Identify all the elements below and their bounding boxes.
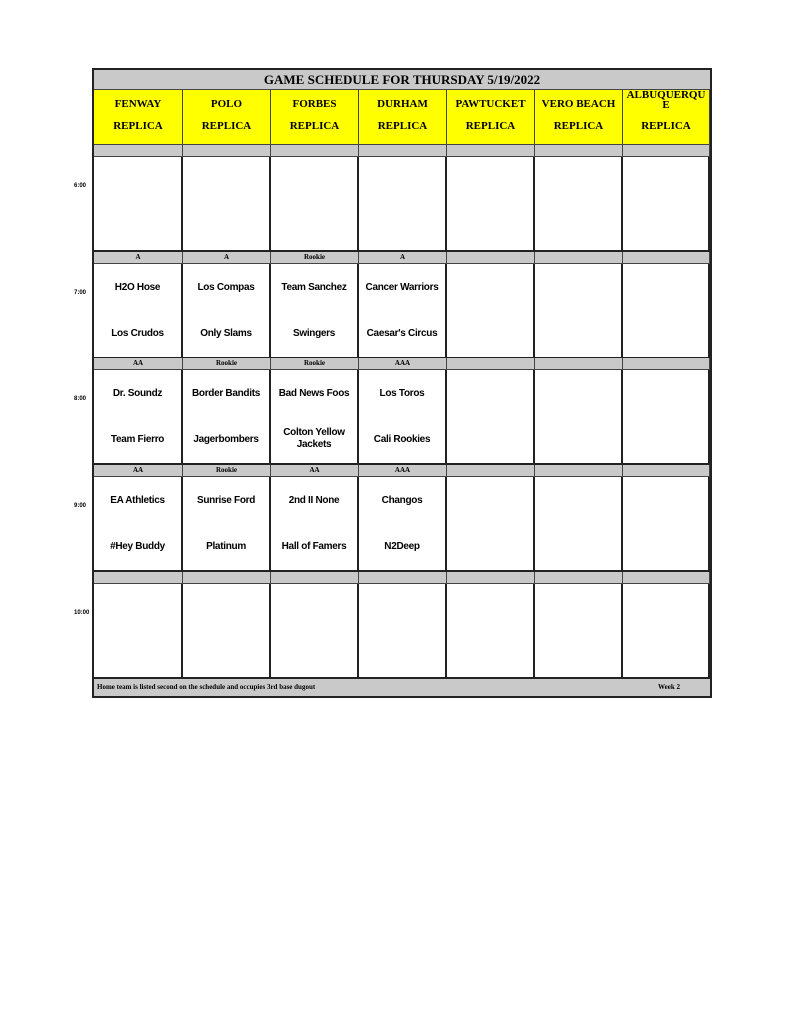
division-label bbox=[271, 572, 359, 584]
game-cell[interactable] bbox=[535, 584, 623, 679]
home-team: Caesar's Circus bbox=[366, 328, 438, 339]
game-cell[interactable] bbox=[183, 584, 271, 679]
division-label: AA bbox=[94, 465, 183, 477]
field-name: FENWAY bbox=[114, 98, 162, 110]
division-label: AAA bbox=[359, 358, 447, 370]
schedule-footer bbox=[94, 678, 710, 696]
division-label: AAA bbox=[359, 465, 447, 477]
field-header bbox=[359, 90, 447, 145]
game-cell[interactable] bbox=[447, 157, 535, 252]
division-label bbox=[623, 252, 710, 264]
division-label bbox=[623, 572, 710, 584]
time-label: 7:00 bbox=[74, 290, 87, 296]
division-label: Rookie bbox=[271, 358, 359, 370]
field-header bbox=[94, 90, 183, 145]
field-name: VERO BEACH bbox=[541, 98, 616, 110]
field-header bbox=[183, 90, 271, 145]
division-label: Rookie bbox=[183, 465, 271, 477]
game-cell[interactable] bbox=[535, 264, 623, 359]
game-cell[interactable] bbox=[94, 477, 183, 572]
away-team: Changos bbox=[381, 495, 423, 506]
game-cell[interactable] bbox=[447, 477, 535, 572]
division-label bbox=[535, 572, 623, 584]
division-label: A bbox=[94, 252, 183, 264]
away-team: Team Sanchez bbox=[281, 282, 347, 293]
field-header bbox=[623, 90, 710, 145]
home-team: Swingers bbox=[292, 328, 336, 339]
game-cell[interactable] bbox=[535, 477, 623, 572]
field-subtitle: REPLICA bbox=[289, 120, 340, 132]
division-label bbox=[447, 572, 535, 584]
game-cell[interactable] bbox=[94, 370, 183, 465]
game-cell[interactable] bbox=[271, 584, 359, 679]
away-team: Dr. Soundz bbox=[112, 388, 163, 399]
field-subtitle: REPLICA bbox=[377, 120, 428, 132]
division-label bbox=[183, 572, 271, 584]
division-label bbox=[94, 572, 183, 584]
field-name: POLO bbox=[210, 98, 243, 110]
field-name: ALBUQUERQU E bbox=[626, 89, 706, 111]
game-cell[interactable] bbox=[94, 584, 183, 679]
division-label: AA bbox=[94, 358, 183, 370]
game-cell[interactable] bbox=[623, 584, 710, 679]
field-header bbox=[447, 90, 535, 145]
game-cell[interactable] bbox=[359, 584, 447, 679]
game-cell[interactable] bbox=[271, 477, 359, 572]
game-cell[interactable] bbox=[183, 157, 271, 252]
division-label bbox=[183, 145, 271, 157]
time-label: 9:00 bbox=[74, 503, 87, 509]
division-label bbox=[94, 145, 183, 157]
game-cell[interactable] bbox=[271, 370, 359, 465]
field-subtitle: REPLICA bbox=[465, 120, 516, 132]
division-label bbox=[359, 572, 447, 584]
division-label bbox=[359, 145, 447, 157]
home-team: Team Fierro bbox=[110, 434, 165, 445]
home-team: Jagerbombers bbox=[193, 434, 259, 445]
field-subtitle: REPLICA bbox=[641, 120, 691, 132]
game-cell[interactable] bbox=[94, 157, 183, 252]
footer-note: Home team is listed second on the schedule and occupies 3rd base dugout bbox=[97, 683, 316, 691]
game-cell[interactable] bbox=[183, 264, 271, 359]
game-cell[interactable] bbox=[535, 157, 623, 252]
home-team: N2Deep bbox=[384, 541, 420, 552]
game-cell[interactable] bbox=[94, 264, 183, 359]
division-label bbox=[623, 465, 710, 477]
home-team: Colton Yellow Jackets bbox=[283, 427, 345, 450]
division-label bbox=[271, 145, 359, 157]
game-cell[interactable] bbox=[623, 477, 710, 572]
field-subtitle: REPLICA bbox=[113, 120, 163, 132]
field-subtitle: REPLICA bbox=[553, 120, 604, 132]
game-cell[interactable] bbox=[359, 477, 447, 572]
division-label bbox=[535, 252, 623, 264]
division-label bbox=[447, 358, 535, 370]
home-team: Hall of Famers bbox=[281, 541, 347, 552]
division-label bbox=[535, 465, 623, 477]
away-team: Bad News Foos bbox=[278, 388, 350, 399]
division-label bbox=[535, 145, 623, 157]
division-label: A bbox=[359, 252, 447, 264]
home-team: Cali Rookies bbox=[373, 434, 431, 445]
schedule-title: GAME SCHEDULE FOR THURSDAY 5/19/2022 bbox=[94, 70, 710, 90]
division-label bbox=[447, 252, 535, 264]
game-cell[interactable] bbox=[447, 264, 535, 359]
division-label bbox=[447, 145, 535, 157]
field-name: PAWTUCKET bbox=[455, 98, 526, 110]
home-team: Platinum bbox=[206, 541, 246, 552]
week-label: Week 2 bbox=[658, 683, 680, 691]
away-team: Los Compas bbox=[197, 282, 255, 293]
home-team: Only Slams bbox=[200, 328, 252, 339]
field-header bbox=[271, 90, 359, 145]
game-cell[interactable] bbox=[623, 370, 710, 465]
field-header bbox=[535, 90, 623, 145]
division-label bbox=[623, 145, 710, 157]
game-cell[interactable] bbox=[447, 584, 535, 679]
away-team: Sunrise Ford bbox=[196, 495, 256, 506]
field-name: DURHAM bbox=[377, 98, 428, 110]
game-cell[interactable] bbox=[359, 370, 447, 465]
time-label: 10:00 bbox=[74, 610, 90, 616]
division-label: A bbox=[183, 252, 271, 264]
game-cell[interactable] bbox=[359, 264, 447, 359]
away-team: Cancer Warriors bbox=[365, 282, 439, 293]
home-team: #Hey Buddy bbox=[110, 541, 165, 552]
time-label: 8:00 bbox=[74, 396, 87, 402]
game-cell[interactable] bbox=[271, 157, 359, 252]
time-label: 6:00 bbox=[74, 183, 87, 189]
game-cell[interactable] bbox=[183, 477, 271, 572]
division-label bbox=[623, 358, 710, 370]
division-label bbox=[535, 358, 623, 370]
away-team: H2O Hose bbox=[114, 282, 161, 293]
division-label bbox=[447, 465, 535, 477]
game-cell[interactable] bbox=[359, 157, 447, 252]
game-cell[interactable] bbox=[623, 264, 710, 359]
division-label: Rookie bbox=[183, 358, 271, 370]
game-cell[interactable] bbox=[183, 370, 271, 465]
game-cell[interactable] bbox=[535, 370, 623, 465]
division-label: Rookie bbox=[271, 252, 359, 264]
away-team: Border Bandits bbox=[191, 388, 261, 399]
game-cell[interactable] bbox=[271, 264, 359, 359]
game-cell[interactable] bbox=[623, 157, 710, 252]
schedule-sheet bbox=[92, 68, 712, 698]
game-cell[interactable] bbox=[447, 370, 535, 465]
field-subtitle: REPLICA bbox=[201, 120, 252, 132]
division-label: AA bbox=[271, 465, 359, 477]
field-name: FORBES bbox=[292, 98, 337, 110]
home-team: Los Crudos bbox=[111, 328, 164, 339]
away-team: 2nd II None bbox=[288, 495, 340, 506]
away-team: EA Athletics bbox=[110, 495, 165, 506]
away-team: Los Toros bbox=[379, 388, 425, 399]
